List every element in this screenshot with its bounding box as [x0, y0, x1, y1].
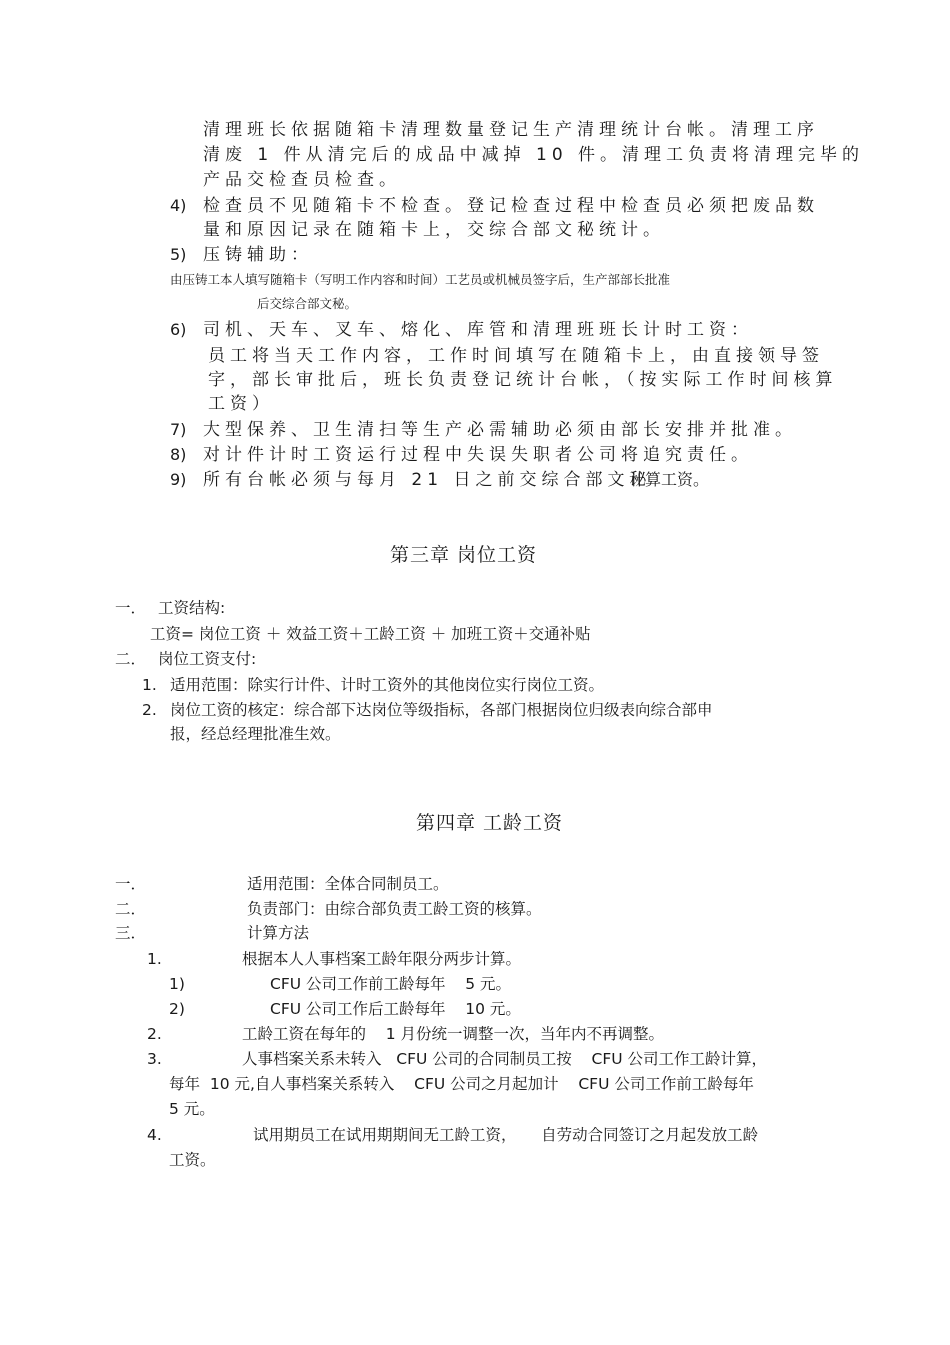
text-line: 清理班长依据随箱卡清理数量登记生产清理统计台帐。清理工序 [203, 120, 819, 140]
item-number: 2. [142, 701, 157, 719]
sub-item-number: 2) [169, 1000, 185, 1018]
text-line: 5 元。 [169, 1100, 215, 1118]
formula-line: 工资= 岗位工资 ＋ 效益工资＋工龄工资 ＋ 加班工资＋交通补贴 [150, 625, 591, 643]
text-line: 根据本人人事档案工龄年限分两步计算。 [242, 950, 522, 968]
text-line: 每年 10 元,自人事档案关系转入 CFU 公司之月起加计 CFU 公司工作前工龄每年 [169, 1075, 754, 1093]
text-line: 字，部长审批后，班长负责登记统计台帐，（按实际工作时间核算 [208, 370, 838, 390]
text-line: CFU 公司工作后工龄每年 10 元。 [270, 1000, 521, 1018]
item-number: 1. [147, 950, 162, 968]
text-line: 适用范围：全体合同制员工。 [247, 875, 449, 893]
text-line: 负责部门：由综合部负责工龄工资的核算。 [247, 900, 542, 918]
text-line: 岗位工资的核定：综合部下达岗位等级指标，各部门根据岗位归级表向综合部申 [170, 701, 713, 719]
text-line: 产品交检查员检查。 [203, 170, 401, 190]
section-number: 一． [115, 875, 147, 893]
item-number: 6) [170, 320, 187, 339]
section-number: 二． [115, 650, 147, 668]
note-line: 后交综合部文秘。 [257, 296, 358, 311]
item-number: 3. [147, 1050, 162, 1068]
item-title: 压铸辅助： [203, 245, 313, 265]
section-number: 二． [115, 900, 147, 918]
section-title: 工资结构: [158, 599, 226, 617]
section-number: 一． [115, 599, 147, 617]
chapter-title: 第四章 工龄工资 [416, 812, 564, 834]
text-line: 员工将当天工作内容，工作时间填写在随箱卡上，由直接领导签 [208, 346, 824, 366]
text-line: 工资。 [169, 1151, 216, 1169]
item-title: 司机、天车、叉车、熔化、库管和清理班班长计时工资： [203, 320, 753, 340]
item-number: 9) [170, 470, 187, 489]
text-line: 人事档案关系未转入 CFU 公司的合同制员工按 CFU 公司工作工龄计算， [242, 1050, 768, 1068]
text-line: 清废 1 件从清完后的成品中减掉 10 件。清理工负责将清理完毕的 [203, 145, 865, 165]
chapter-title: 第三章 岗位工资 [390, 544, 538, 566]
text-line: 计算方法 [247, 924, 310, 942]
item-number: 7) [170, 420, 187, 439]
section-number: 三． [115, 924, 147, 942]
text-line: CFU 公司工作前工龄每年 5 元。 [270, 975, 512, 993]
item-number: 4) [170, 196, 187, 215]
item-number: 5) [170, 245, 187, 264]
item-number: 1. [142, 676, 157, 694]
item-number: 4. [147, 1126, 162, 1144]
text-line: 报，经总经理批准生效。 [170, 725, 341, 743]
item-number: 8) [170, 445, 187, 464]
text-line: 所有台帐必须与每月 21 日之前交综合部文秘 [203, 470, 652, 490]
text-line: 计算工资。 [629, 470, 710, 489]
text-line: 适用范围：除实行计件、计时工资外的其他岗位实行岗位工资。 [170, 676, 605, 694]
note-line: 由压铸工本人填写随箱卡（写明工作内容和时间）工艺员或机械员签字后，生产部部长批准 [170, 272, 671, 287]
sub-item-number: 1) [169, 975, 185, 993]
text-line: 试用期员工在试用期期间无工龄工资， 自劳动合同签订之月起发放工龄 [253, 1126, 759, 1144]
text-line: 工龄工资在每年的 1 月份统一调整一次，当年内不再调整。 [242, 1025, 664, 1043]
text-line: 对计件计时工资运行过程中失误失职者公司将追究责任。 [203, 445, 753, 465]
text-line: 量和原因记录在随箱卡上，交综合部文秘统计。 [203, 220, 665, 240]
text-line: 检查员不见随箱卡不检查。登记检查过程中检查员必须把废品数 [203, 196, 819, 216]
section-title: 岗位工资支付: [158, 650, 257, 668]
text-line: 工资） [208, 394, 274, 414]
text-line: 大型保养、卫生清扫等生产必需辅助必须由部长安排并批准。 [203, 420, 797, 440]
item-number: 2. [147, 1025, 162, 1043]
